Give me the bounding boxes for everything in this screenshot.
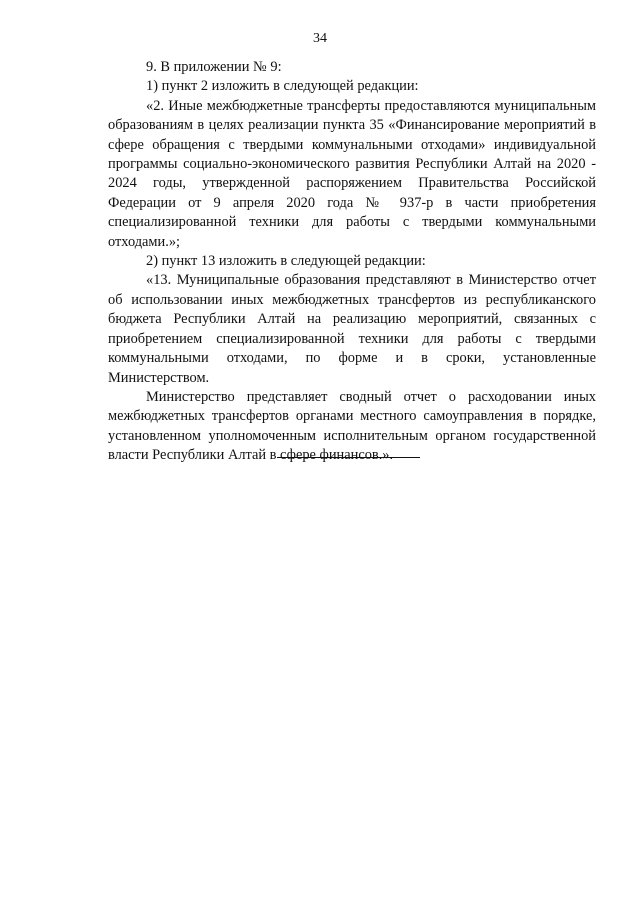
paragraph-ministry-report: Министерство представляет сводный отчет о расходовании иных межбюджетных трансфертов органами местного самоуправления в порядке, установленном уполномоченным исполнительным органом государственной власти Республики Алтай в сфере финансов.». [108, 388, 596, 464]
page-number: 34 [313, 31, 327, 46]
document-body [108, 58, 596, 466]
paragraph-item-2-intro: 2) пункт 13 изложить в следующей редакции: [146, 253, 426, 270]
paragraph-appendix-9-heading: 9. В приложении № 9: [146, 59, 282, 75]
paragraph-item-1-intro: 1) пункт 2 изложить в следующей редакции: [146, 78, 419, 95]
closing-separator-line [277, 457, 420, 458]
paragraph-point-13-text: «13. Муниципальные образования представляют в Министерство отчет об использовании иных межбюджетных трансфертов из республиканского бюджета Республики Алтай на реализацию мероприятий, связанных с приобретением специализированной техники для работы с твердыми коммунальными отходами, по форме и в сроки, установленные Министерством. [108, 272, 596, 386]
paragraph-point-2-text: «2. Иные межбюджетные трансферты предоставляются муниципальным образованиям в целях реализации пункта 35 «Финансирование мероприятий в сфере обращения с твердыми коммунальными отходами» индивидуальной программы социально-экономического развития Республики Алтай на 2020 - 2024 годы, утвержденной распоряжением Правительства Российской Федерации от 9 апреля 2020 года № 937-р в части приобретения специализированной техники для работы с твердыми коммунальными отходами.»; [108, 97, 596, 250]
